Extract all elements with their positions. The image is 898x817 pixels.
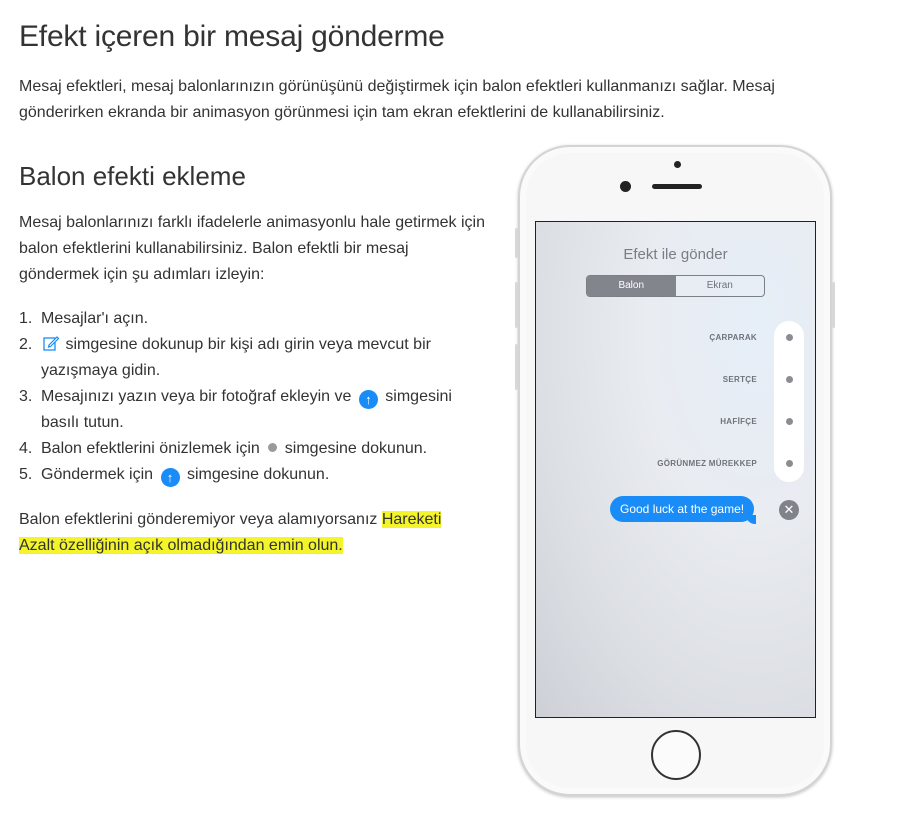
section-heading: Balon efekti ekleme xyxy=(19,161,246,191)
effect-selector-track xyxy=(774,321,804,482)
motion-note xyxy=(19,507,479,559)
send-arrow-icon: ↑ xyxy=(161,468,180,487)
screen-title: Efekt ile gönder xyxy=(623,246,728,263)
steps-list xyxy=(19,306,479,488)
section-lead: Mesaj balonlarınızı farklı ifadelerle animasyonlu hale getirmek için balon efektlerini kullanabilirsiniz. Balon efektli bir mesaj göndermek için şu adımları izleyin: xyxy=(19,214,485,283)
dot-icon xyxy=(268,443,277,452)
effect-dot-slam[interactable] xyxy=(786,334,793,341)
step-number: 3. xyxy=(19,388,33,405)
list-item xyxy=(19,306,479,332)
effect-dot-gentle[interactable] xyxy=(786,418,793,425)
note-text: Balon efektlerini gönderemiyor veya alamıyorsanız xyxy=(19,511,382,528)
phone-screen xyxy=(535,221,816,718)
effect-dot-loud[interactable] xyxy=(786,376,793,383)
front-camera xyxy=(620,181,631,192)
list-item xyxy=(19,462,479,488)
step-number: 2. xyxy=(19,336,33,353)
tab-balon[interactable]: Balon xyxy=(587,276,676,296)
effect-option-gentle[interactable]: HAFİFÇE xyxy=(720,417,757,426)
send-arrow-icon: ↑ xyxy=(359,390,378,409)
step-text: simgesine dokunun. xyxy=(186,466,330,483)
list-item xyxy=(19,332,479,384)
step-text: Mesajınızı yazın veya bir fotoğraf ekleyin ve xyxy=(41,388,352,405)
step-text: simgesini basılı tutun. xyxy=(41,388,452,431)
message-bubble: Good luck at the game! xyxy=(610,496,754,522)
step-text: Mesajlar'ı açın. xyxy=(41,310,149,327)
step-text: Balon efektlerini önizlemek için xyxy=(41,440,260,457)
effect-option-slam[interactable]: ÇARPARAK xyxy=(709,333,757,342)
earpiece-speaker xyxy=(652,184,702,189)
mute-switch xyxy=(515,228,518,258)
reduce-motion-link[interactable]: Hareketi Azalt özelliğinin açık olmadığından emin olun. xyxy=(19,511,442,554)
effect-option-loud[interactable]: SERTÇE xyxy=(722,375,757,384)
step-number: 1. xyxy=(19,310,33,327)
intro-paragraph: Mesaj efektleri, mesaj balonlarınızın görünüşünü değiştirmek için balon efektleri kullanmanızı sağlar. Mesaj gönderirken ekranda bir animasyon görünmesi için tam ekran efektlerini de kullanabilirsiniz. xyxy=(19,78,775,121)
effect-dot-invisible-ink[interactable] xyxy=(786,460,793,467)
volume-up-button xyxy=(515,282,518,328)
step-text: Göndermek için xyxy=(41,466,154,483)
sensor-dot xyxy=(674,161,681,168)
step-number: 5. xyxy=(19,466,33,483)
page-title: Efekt içeren bir mesaj gönderme xyxy=(19,20,445,53)
close-icon[interactable]: ✕ xyxy=(779,500,799,520)
tab-ekran[interactable]: Ekran xyxy=(706,280,733,291)
effect-option-invisible-ink[interactable]: GÖRÜNMEZ MÜREKKEP xyxy=(657,459,757,468)
list-item xyxy=(19,436,479,462)
list-item xyxy=(19,384,479,436)
step-number: 4. xyxy=(19,440,33,457)
step-text: simgesine dokunun. xyxy=(284,440,428,457)
home-button xyxy=(651,730,701,780)
compose-icon xyxy=(43,334,59,350)
step-text: simgesine dokunup bir kişi adı girin veya mevcut bir yazışmaya gidin. xyxy=(41,336,431,379)
power-button xyxy=(832,282,835,328)
volume-down-button xyxy=(515,344,518,390)
effect-type-segmented-control xyxy=(586,275,765,297)
